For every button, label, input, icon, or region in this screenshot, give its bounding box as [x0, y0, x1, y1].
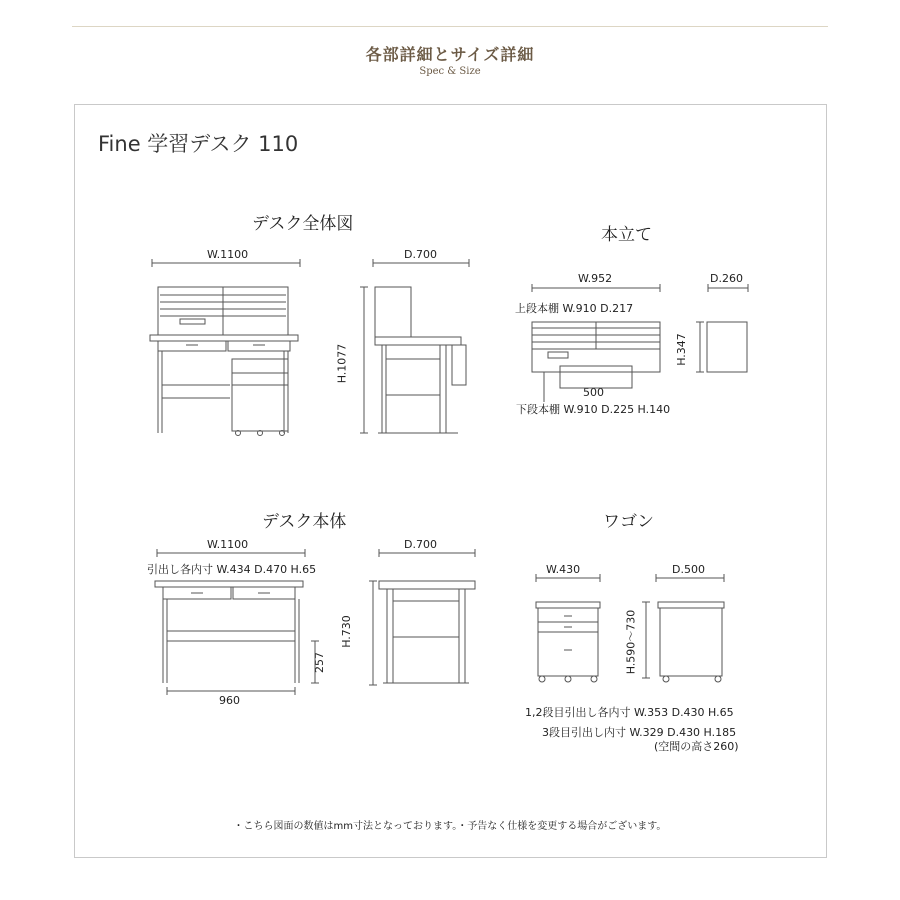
desk-body-drawer-inner: 引出し各内寸 W.434 D.470 H.65 — [147, 563, 317, 576]
bookshelf-lower-gap: 500 — [583, 386, 604, 399]
bookshelf-upper-shelf: 上段本棚 W.910 D.217 — [515, 302, 634, 315]
bookshelf-depth: D.260 — [710, 272, 743, 285]
bookshelf-lower-shelf: 下段本棚 W.910 D.225 H.140 — [516, 403, 671, 416]
wagon-drawer3: 3段目引出し内寸 W.329 D.430 H.185 — [542, 726, 737, 739]
section-subtitle: Spec & Size — [419, 66, 481, 77]
desk-body-drawing — [145, 545, 485, 695]
bookshelf-drawing — [520, 280, 760, 390]
desk-overall-depth: D.700 — [404, 248, 437, 261]
bookshelf-width: W.952 — [578, 272, 613, 285]
top-divider — [72, 26, 828, 27]
footnote: ・こちら図面の数値はmm寸法となっております。・予告なく仕様を変更する場合がございます。 — [233, 821, 667, 832]
desk-body-depth: D.700 — [404, 538, 437, 551]
wagon-heading: ワゴン — [603, 512, 654, 532]
section-title: 各部詳細とサイズ詳細 — [365, 45, 535, 64]
product-name: Fine 学習デスク 110 — [98, 132, 299, 156]
desk-overall-height: H.1077 — [335, 343, 349, 384]
wagon-drawer3-note: (空間の高さ260) — [654, 740, 739, 753]
wagon-drawer12: 1,2段目引出し各内寸 W.353 D.430 H.65 — [525, 706, 734, 719]
desk-overall-width: W.1100 — [207, 248, 249, 261]
desk-overall-heading: デスク全体図 — [252, 214, 354, 234]
desk-body-width: W.1100 — [207, 538, 249, 551]
desk-body-knee: 257 — [313, 652, 326, 673]
desk-overall-drawing — [140, 255, 480, 445]
wagon-depth: D.500 — [672, 563, 705, 576]
desk-body-inner-width: 960 — [219, 694, 240, 707]
desk-body-height: H.730 — [339, 615, 353, 648]
bookshelf-height: H.347 — [674, 333, 688, 366]
bookshelf-heading: 本立て — [601, 225, 652, 245]
wagon-drawing — [530, 570, 740, 690]
wagon-width: W.430 — [546, 563, 581, 576]
desk-body-heading: デスク本体 — [262, 512, 347, 532]
wagon-height: H.590〜730 — [624, 609, 638, 675]
